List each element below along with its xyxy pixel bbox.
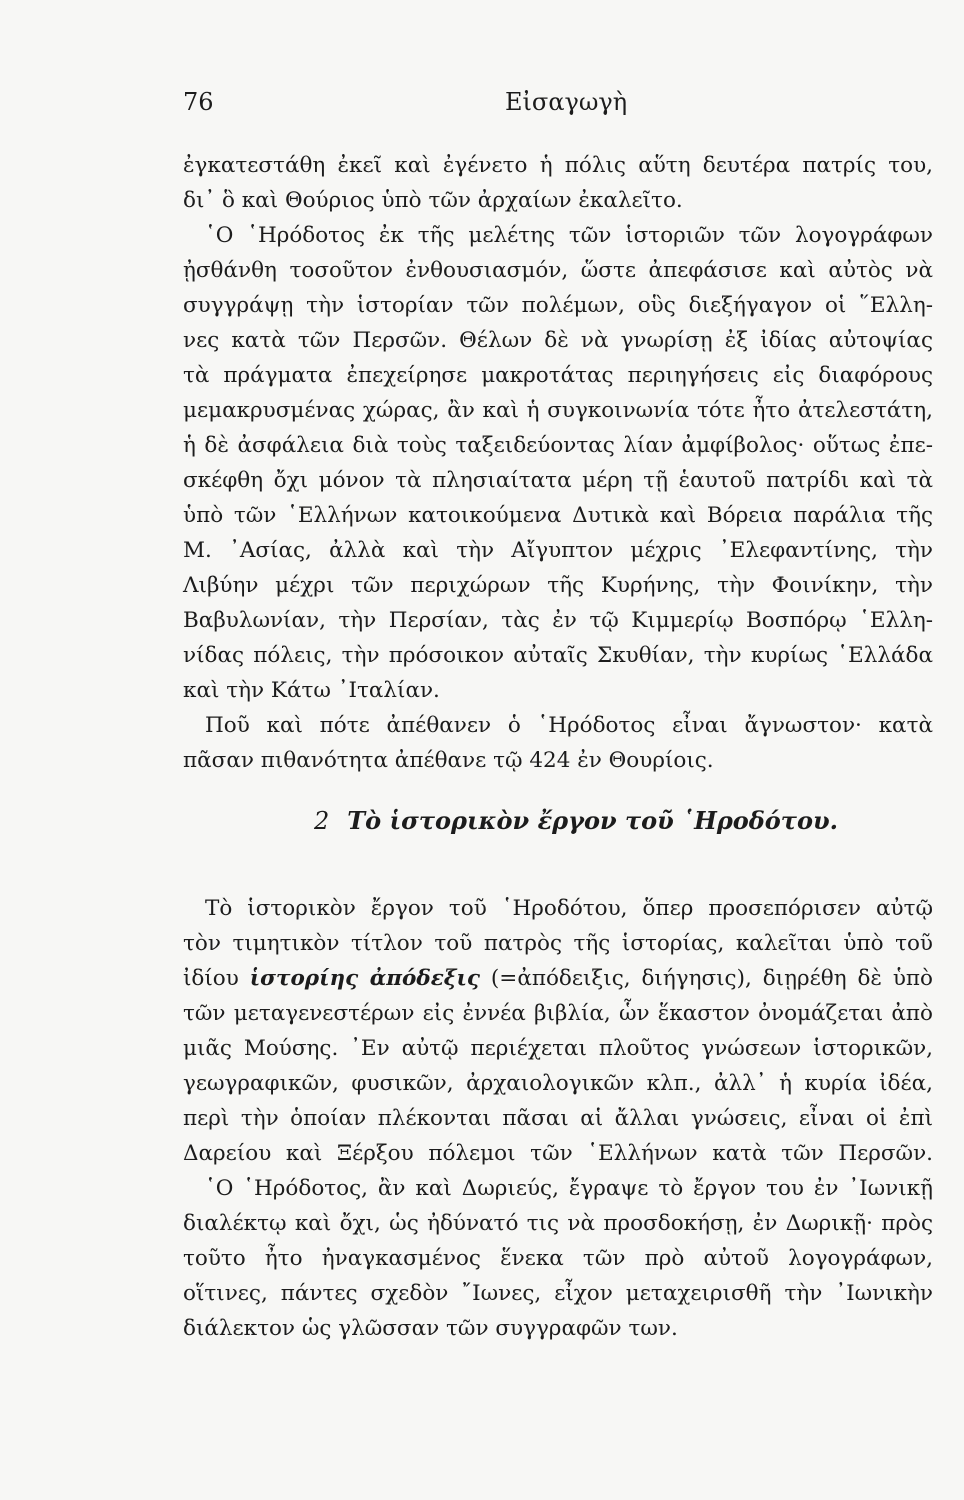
section-1-text [183,148,933,778]
text-line: διαλέκτῳ καὶ ὄχι, ὡς ἠδύνατό τις νὰ προσδοκήσῃ, ἐν Δωρικῇ· πρὸς [183,1211,933,1236]
text-line: τὰ πράγματα ἐπεχείρησε μακροτάτας περιηγήσεις εἰς διαφόρους [183,363,933,388]
text-line: τοῦτο ἦτο ἠναγκασμένος ἕνεκα τῶν πρὸ αὐτοῦ λογογράφων, [183,1246,933,1271]
text-fragment: ἰδίου [183,966,250,991]
text-line: δι᾿ ὃ καὶ Θούριος ὑπὸ τῶν ἀρχαίων ἐκαλεῖτο. [183,188,683,213]
text-line: ῾Ο ῾Ηρόδοτος ἐκ τῆς μελέτης τῶν ἱστοριῶν τῶν λογογράφων [205,223,933,248]
section-title: Τὸ ἱστορικὸν ἔργον τοῦ ῾Ηροδότου. [347,806,838,835]
text-line: Μ. ᾿Ασίας, ἀλλὰ καὶ τὴν Αἴγυπτον μέχρις ᾿Ελεφαντίνης, τὴν [183,538,933,563]
text-line: ὑπὸ τῶν ῾Ελλήνων κατοικούμενα Δυτικὰ καὶ Βόρεια παράλια τῆς [183,503,933,528]
text-line: ῾Ο ῾Ηρόδοτος, ἂν καὶ Δωριεύς, ἔγραψε τὸ ἔργον του ἐν ᾿Ιωνικῇ [205,1176,933,1201]
text-line: ἐγκατεστάθη ἐκεῖ καὶ ἐγένετο ἡ πόλις αὕτη δευτέρα πατρίς του, [183,153,933,178]
text-line: νες κατὰ τῶν Περσῶν. Θέλων δὲ νὰ γνωρίσῃ ἐξ ἰδίας αὐτοψίας [183,328,933,353]
page-number: 76 [183,88,214,116]
text-line: πᾶσαν πιθανότητα ἀπέθανε τῷ 424 ἐν Θουρίοις. [183,748,714,773]
text-line [183,961,933,996]
text-line: περὶ τὴν ὁποίαν πλέκονται πᾶσαι αἱ ἄλλαι γνώσεις, εἶναι οἱ ἐπὶ [183,1106,933,1131]
text-line: Βαβυλωνίαν, τὴν Περσίαν, τὰς ἐν τῷ Κιμμερίῳ Βοσπόρῳ ῾Ελλη- [183,608,933,633]
running-title: Εἰσαγωγὴ [505,88,628,116]
text-line: μεμακρυσμένας χώρας, ἂν καὶ ἡ συγκοινωνία τότε ἦτο ἀτελεστάτη, [183,398,933,423]
text-line: καὶ τὴν Κάτω ᾿Ιταλίαν. [183,678,440,703]
text-line: τῶν μεταγενεστέρων εἰς ἐννέα βιβλία, ὧν ἕκαστον ὀνομάζεται ἀπὸ [183,1001,933,1026]
text-line: μιᾶς Μούσης. ᾿Εν αὐτῷ περιέχεται πλοῦτος γνώσεων ἱστορικῶν, [183,1036,933,1061]
text-line: Ποῦ καὶ πότε ἀπέθανεν ὁ ῾Ηρόδοτος εἶναι ἄγνωστον· κατὰ [205,713,933,738]
section-2-text [183,891,933,1346]
text-line: ἡ δὲ ἀσφάλεια διὰ τοὺς ταξειδεύοντας λίαν ἀμφίβολος· οὕτως ἐπε- [183,433,933,458]
text-line: Δαρείου καὶ Ξέρξου πόλεμοι τῶν ῾Ελλήνων κατὰ τῶν Περσῶν. [183,1141,933,1166]
section-number: 2 [314,807,330,835]
text-line: νίδας πόλεις, τὴν πρόσοικον αὐταῖς Σκυθίαν, τὴν κυρίως ῾Ελλάδα [183,643,933,668]
text-line: Τὸ ἱστορικὸν ἔργον τοῦ ῾Ηροδότου, ὅπερ προσεπόρισεν αὐτῷ [205,896,933,921]
text-line: σκέφθη ὄχι μόνον τὰ πλησιαίτατα μέρη τῇ ἑαυτοῦ πατρίδι καὶ τὰ [183,468,933,493]
text-line: διάλεκτον ὡς γλῶσσαν τῶν συγγραφῶν των. [183,1316,678,1341]
text-line: Λιβύην μέχρι τῶν περιχώρων τῆς Κυρήνης, τὴν Φοινίκην, τὴν [183,573,933,598]
emphasized-term: ἱστορίης ἀπόδεξις [249,966,481,991]
text-line: ᾐσθάνθη τοσοῦτον ἐνθουσιασμόν, ὥστε ἀπεφάσισε καὶ αὐτὸς νὰ [183,258,933,283]
text-line: γεωγραφικῶν, φυσικῶν, ἀρχαιολογικῶν κλπ., ἀλλ᾿ ἡ κυρία ἰδέα, [183,1071,933,1096]
text-line: τὸν τιμητικὸν τίτλον τοῦ πατρὸς τῆς ἱστορίας, καλεῖται ὑπὸ τοῦ [183,931,933,956]
text-line: οἵτινες, πάντες σχεδὸν ῎Ιωνες, εἶχον μεταχειρισθῆ τὴν ᾿Ιωνικὴν [183,1281,933,1306]
page-header [183,88,933,128]
text-line: συγγράψῃ τὴν ἱστορίαν τῶν πολέμων, οὓς διεξήγαγον οἱ ῞Ελλη- [183,293,933,318]
text-fragment: (=ἀπόδειξις, διήγησις), διῃρέθη δὲ ὑπὸ [480,966,933,991]
section-heading [183,806,933,835]
